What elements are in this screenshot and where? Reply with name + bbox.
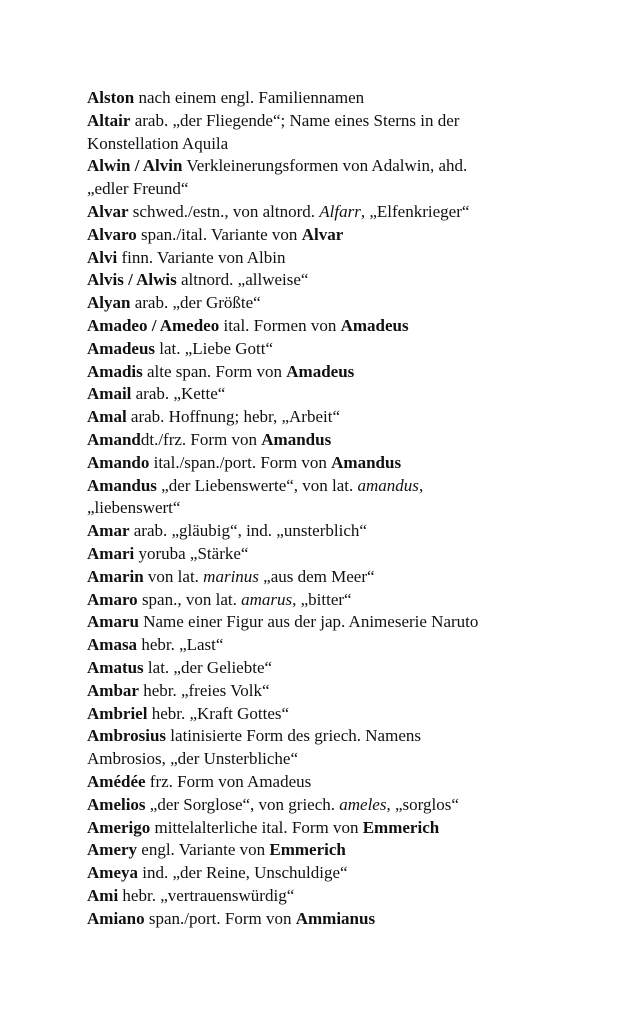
entry-etymon: ameles	[339, 794, 387, 814]
entry-text: Ambrosios, „der Unsterbliche“	[87, 749, 299, 769]
entry-text: lat. „Liebe Gott“	[155, 338, 274, 358]
name-entry	[87, 543, 587, 566]
name-entry	[87, 406, 587, 429]
entry-name: Alwin / Alvin	[87, 156, 183, 176]
name-entry	[87, 794, 587, 817]
name-entry-continuation	[87, 748, 587, 771]
entry-text: mittelalterliche ital. Form von	[150, 817, 363, 837]
name-entry	[87, 703, 587, 726]
entry-name: Alvi	[87, 247, 118, 267]
name-entry	[87, 634, 587, 657]
entry-name: Amari	[87, 543, 135, 563]
entry-name: Emmerich	[362, 817, 440, 837]
entry-text: hebr. „Kraft Gottes“	[147, 703, 290, 723]
name-entry	[87, 361, 587, 384]
entry-text: arab. Hoffnung; hebr, „Arbeit“	[126, 407, 340, 427]
entry-name: Alyan	[87, 293, 131, 313]
entry-name: Alvar	[301, 224, 344, 244]
entry-name: Alvar	[87, 201, 129, 221]
name-entry	[87, 611, 587, 634]
name-entry	[87, 224, 587, 247]
entry-name: Amelios	[87, 794, 146, 814]
entry-text: , „sorglos“	[386, 794, 459, 814]
name-entry	[87, 87, 587, 110]
entry-text: yoruba „Stärke“	[134, 543, 249, 563]
entry-name: Amadeus	[340, 315, 409, 335]
entry-name: Amédée	[87, 771, 146, 791]
entry-text: altnord. „allweise“	[176, 270, 309, 290]
entry-name: Amarin	[87, 566, 144, 586]
entry-name: Amerigo	[87, 817, 151, 837]
entry-text: Name einer Figur aus der jap. Animeserie Naruto	[138, 612, 479, 632]
entry-text: , „Elfenkrieger“	[360, 201, 470, 221]
entry-text: nach einem engl. Familiennamen	[134, 88, 365, 107]
entry-name: Amadeus	[286, 361, 355, 381]
entry-text: „aus dem Meer“	[258, 566, 375, 586]
entry-text: ind. „der Reine, Unschuldige“	[137, 863, 348, 883]
entry-text: hebr. „Last“	[137, 635, 224, 655]
entry-name: Amandus	[87, 475, 157, 495]
entry-name: Amaro	[87, 589, 138, 609]
name-entry	[87, 771, 587, 794]
entry-etymon: marinus	[203, 566, 259, 586]
name-entry	[87, 383, 587, 406]
entry-name: Amando	[87, 452, 150, 472]
name-entry-continuation	[87, 497, 587, 520]
entry-text: engl. Variante von	[137, 840, 270, 860]
entry-name: Alston	[87, 88, 135, 107]
name-entry	[87, 725, 587, 748]
entry-etymon: amandus	[357, 475, 419, 495]
name-entry	[87, 680, 587, 703]
entry-text: arab. „Kette“	[131, 384, 226, 404]
entry-text: „edler Freund“	[87, 179, 189, 199]
name-entry	[87, 908, 587, 931]
entry-name: Alvaro	[87, 224, 137, 244]
entry-etymon: Alfarr	[319, 201, 361, 221]
entry-name: Amand	[87, 429, 141, 449]
entry-text: finn. Variante von Albin	[117, 247, 286, 267]
entry-name: Amandus	[331, 452, 402, 472]
name-entry	[87, 429, 587, 452]
name-entry	[87, 839, 587, 862]
name-entry	[87, 315, 587, 338]
entry-name: Amery	[87, 840, 138, 860]
entry-name: Alvis / Alwis	[87, 270, 177, 290]
entry-name: Amadis	[87, 361, 143, 381]
entry-text: alte span. Form von	[142, 361, 287, 381]
name-entry	[87, 452, 587, 475]
entry-text: span./ital. Variante von	[136, 224, 302, 244]
entry-text: span., von lat.	[137, 589, 242, 609]
name-entry	[87, 520, 587, 543]
entry-text: von lat.	[143, 566, 204, 586]
entry-name: Altair	[87, 110, 131, 130]
name-entry	[87, 862, 587, 885]
name-entry	[87, 657, 587, 680]
entry-name: Ameya	[87, 863, 138, 883]
name-entry-list	[87, 87, 587, 930]
entry-text: ital. Formen von	[219, 315, 341, 335]
entry-name: Amal	[87, 407, 127, 427]
entry-text: arab. „gläubig“, ind. „unsterblich“	[129, 521, 367, 541]
entry-text: „liebenswert“	[87, 498, 181, 518]
entry-name: Amadeus	[87, 338, 156, 358]
entry-name: Ambriel	[87, 703, 148, 723]
name-entry	[87, 589, 587, 612]
name-entry	[87, 885, 587, 908]
name-entry-continuation	[87, 178, 587, 201]
entry-name: Amadeo / Amedeo	[87, 315, 220, 335]
entry-text: span./port. Form von	[144, 908, 296, 928]
entry-text: dt./frz. Form von	[140, 429, 262, 449]
name-entry	[87, 110, 587, 133]
entry-name: Amandus	[261, 429, 332, 449]
entry-name: Amatus	[87, 657, 144, 677]
entry-name: Amasa	[87, 635, 138, 655]
entry-etymon: amarus	[241, 589, 293, 609]
entry-name: Ambrosius	[87, 726, 167, 746]
entry-name: Emmerich	[269, 840, 346, 860]
entry-name: Ami	[87, 885, 119, 905]
entry-text: „der Sorglose“, von griech.	[145, 794, 340, 814]
entry-text: „der Liebenswerte“, von lat.	[156, 475, 358, 495]
name-entry	[87, 269, 587, 292]
entry-text: hebr. „vertrauenswürdig“	[118, 885, 295, 905]
entry-text: lat. „der Geliebte“	[143, 657, 273, 677]
entry-name: Amail	[87, 384, 132, 404]
entry-name: Ammianus	[295, 908, 376, 928]
name-entry	[87, 475, 587, 498]
name-entry	[87, 817, 587, 840]
entry-text: arab. „der Größte“	[130, 293, 261, 313]
entry-name: Amiano	[87, 908, 145, 928]
name-entry-continuation	[87, 133, 587, 156]
entry-text: , „bitter“	[292, 589, 352, 609]
entry-text: arab. „der Fliegende“; Name eines Sterns in der	[130, 110, 460, 130]
entry-name: Amaru	[87, 612, 139, 632]
entry-text: ,	[418, 475, 424, 495]
entry-text: hebr. „freies Volk“	[138, 680, 270, 700]
name-entry	[87, 566, 587, 589]
entry-text: frz. Form von Amadeus	[145, 771, 312, 791]
entry-name: Amar	[87, 521, 130, 541]
name-entry	[87, 338, 587, 361]
entry-name: Ambar	[87, 680, 139, 700]
entry-text: ital./span./port. Form von	[149, 452, 332, 472]
name-entry	[87, 155, 587, 178]
name-entry	[87, 247, 587, 270]
entry-text: schwed./estn., von altnord.	[128, 201, 320, 221]
name-entry	[87, 201, 587, 224]
name-entry	[87, 292, 587, 315]
entry-text: latinisierte Form des griech. Namens	[166, 726, 421, 746]
entry-text: Konstellation Aquila	[87, 133, 229, 153]
entry-text: Verkleinerungsformen von Adalwin, ahd.	[182, 156, 468, 176]
